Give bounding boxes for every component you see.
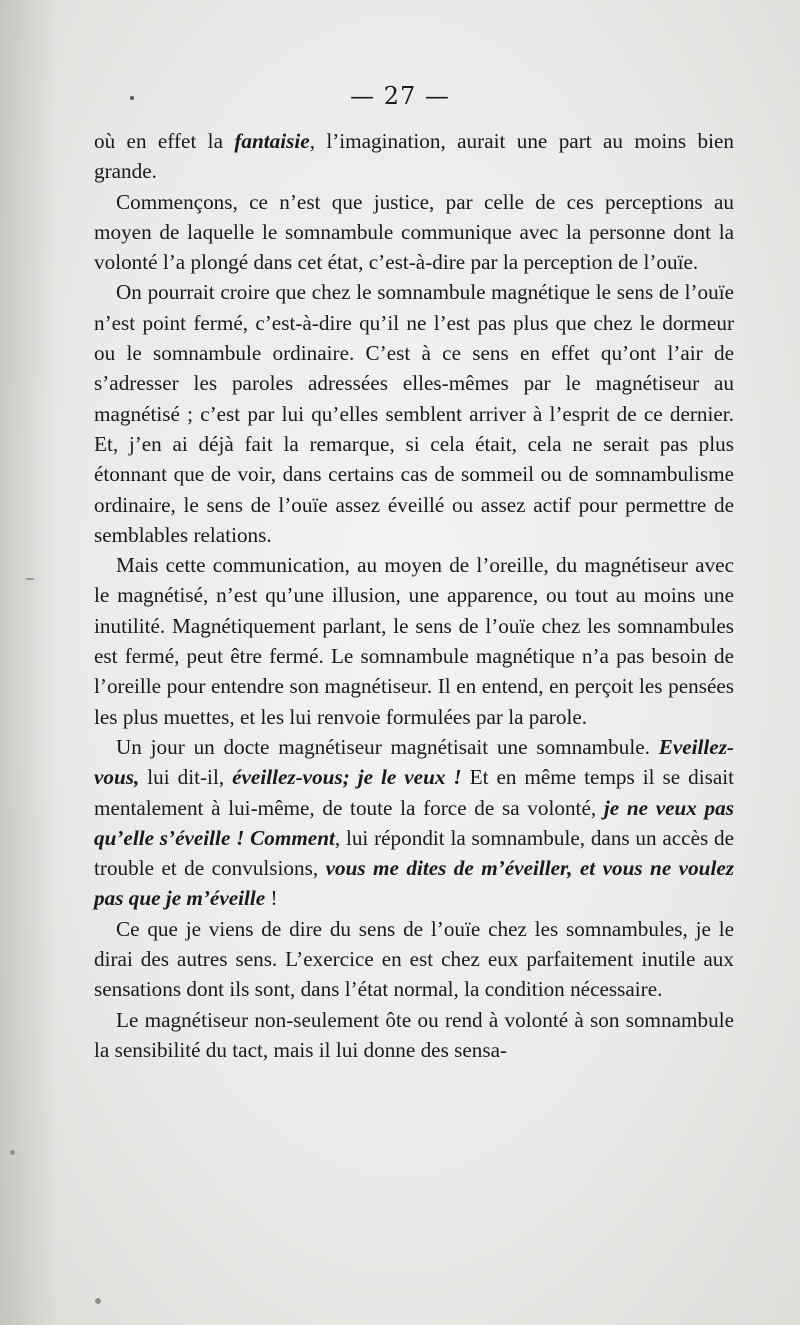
paragraph-p6 [94, 914, 734, 1005]
body-text [94, 126, 734, 1065]
italic-text: fantaisie [234, 129, 310, 153]
text-run: lui dit-il, [139, 765, 233, 790]
page-number: — 27 — [350, 82, 450, 110]
paragraph-p7 [94, 1005, 734, 1066]
text-run: Un jour un docte magnétiseur magnétisait une somnambule. [116, 734, 659, 759]
paragraph-p4 [94, 550, 734, 732]
text-run: ! [265, 886, 278, 911]
paragraph-p5 [94, 732, 734, 914]
text-run: , l’imagination, aurait une part au moins bien grande. [94, 129, 734, 184]
paragraph-p3 [94, 277, 734, 550]
paper-speck [26, 578, 34, 580]
text-run: Commençons, ce n’est que justice, par celle de ces perceptions au moyen de laquelle le somnambule communique avec la personne dont la volonté l’a plongé dans cet état, c’est-à-dire par la perception de l’ouïe. [94, 189, 734, 275]
paragraph-p1 [94, 126, 734, 187]
text-run: On pourrait croire que chez le somnambule magnétique le sens de l’ouïe n’est point fermé, c’est-à-dire qu’il ne l’est pas plus que chez le dormeur ou le somnambule ordinaire. C’est à ce sens en effet qu’ont l’air de s’adresser les paroles adressées elles-mêmes par le magnétiseur au magnétisé ; c’est par lui qu’elles semblent arriver à l’esprit de ce dernier. Et, j’en ai déjà fait la remarque, si cela était, cela ne serait pas plus étonnant que de voir, dans certains cas de sommeil ou de somnambulisme ordinaire, le sens de l’ouïe assez éveillé ou assez actif pour permettre de semblables relations. [94, 280, 734, 547]
paper-speck [130, 96, 134, 100]
text-run: Mais cette communication, au moyen de l’oreille, du magnétiseur avec le magnétisé, n’est qu’une illusion, une apparence, ou tout au moins une inutilité. Magnétiquement parlant, le sens de l’ouïe chez les somnambules est fermé, peut être fermé. Le somnambule magnétique n’a pas besoin de l’oreille pour entendre son magnétiseur. Il en entend, en perçoit les pensées les plus muettes, et les lui renvoie formulées par la parole. [94, 553, 734, 729]
italic-text: Eveillez-vous, [94, 734, 734, 790]
text-run: , lui répondit la somnambule, dans un accès de trouble et de convulsions, [94, 825, 734, 881]
paper-speck [10, 1150, 15, 1155]
italic-text: je ne veux pas qu’elle s’éveille ! Comment [94, 795, 734, 850]
italic-text: vous me dites de m’éveiller, et vous ne voulez pas que je m’éveille [94, 856, 734, 911]
page-edge-shadow [0, 0, 60, 1325]
italic-text: éveillez-vous; je le veux ! [232, 765, 462, 790]
paragraph-p2 [94, 187, 734, 278]
text-run: Le magnétiseur non-seulement ôte ou rend à volonté à son somnambule la sensibilité du tact, mais il lui donne des sensa- [94, 1007, 734, 1062]
paper-speck [95, 1298, 101, 1304]
text-run: Et en même temps il se disait mentalement à lui-même, de toute la force de sa volonté, [94, 765, 735, 820]
text-run: Ce que je viens de dire du sens de l’ouïe chez les somnambules, je le dirai des autres sens. L’exercice en est chez eux parfaitement inutile aux sensations dont ils sont, dans l’état normal, la condition nécessaire. [94, 916, 734, 1002]
text-run: où en effet la [94, 129, 235, 153]
